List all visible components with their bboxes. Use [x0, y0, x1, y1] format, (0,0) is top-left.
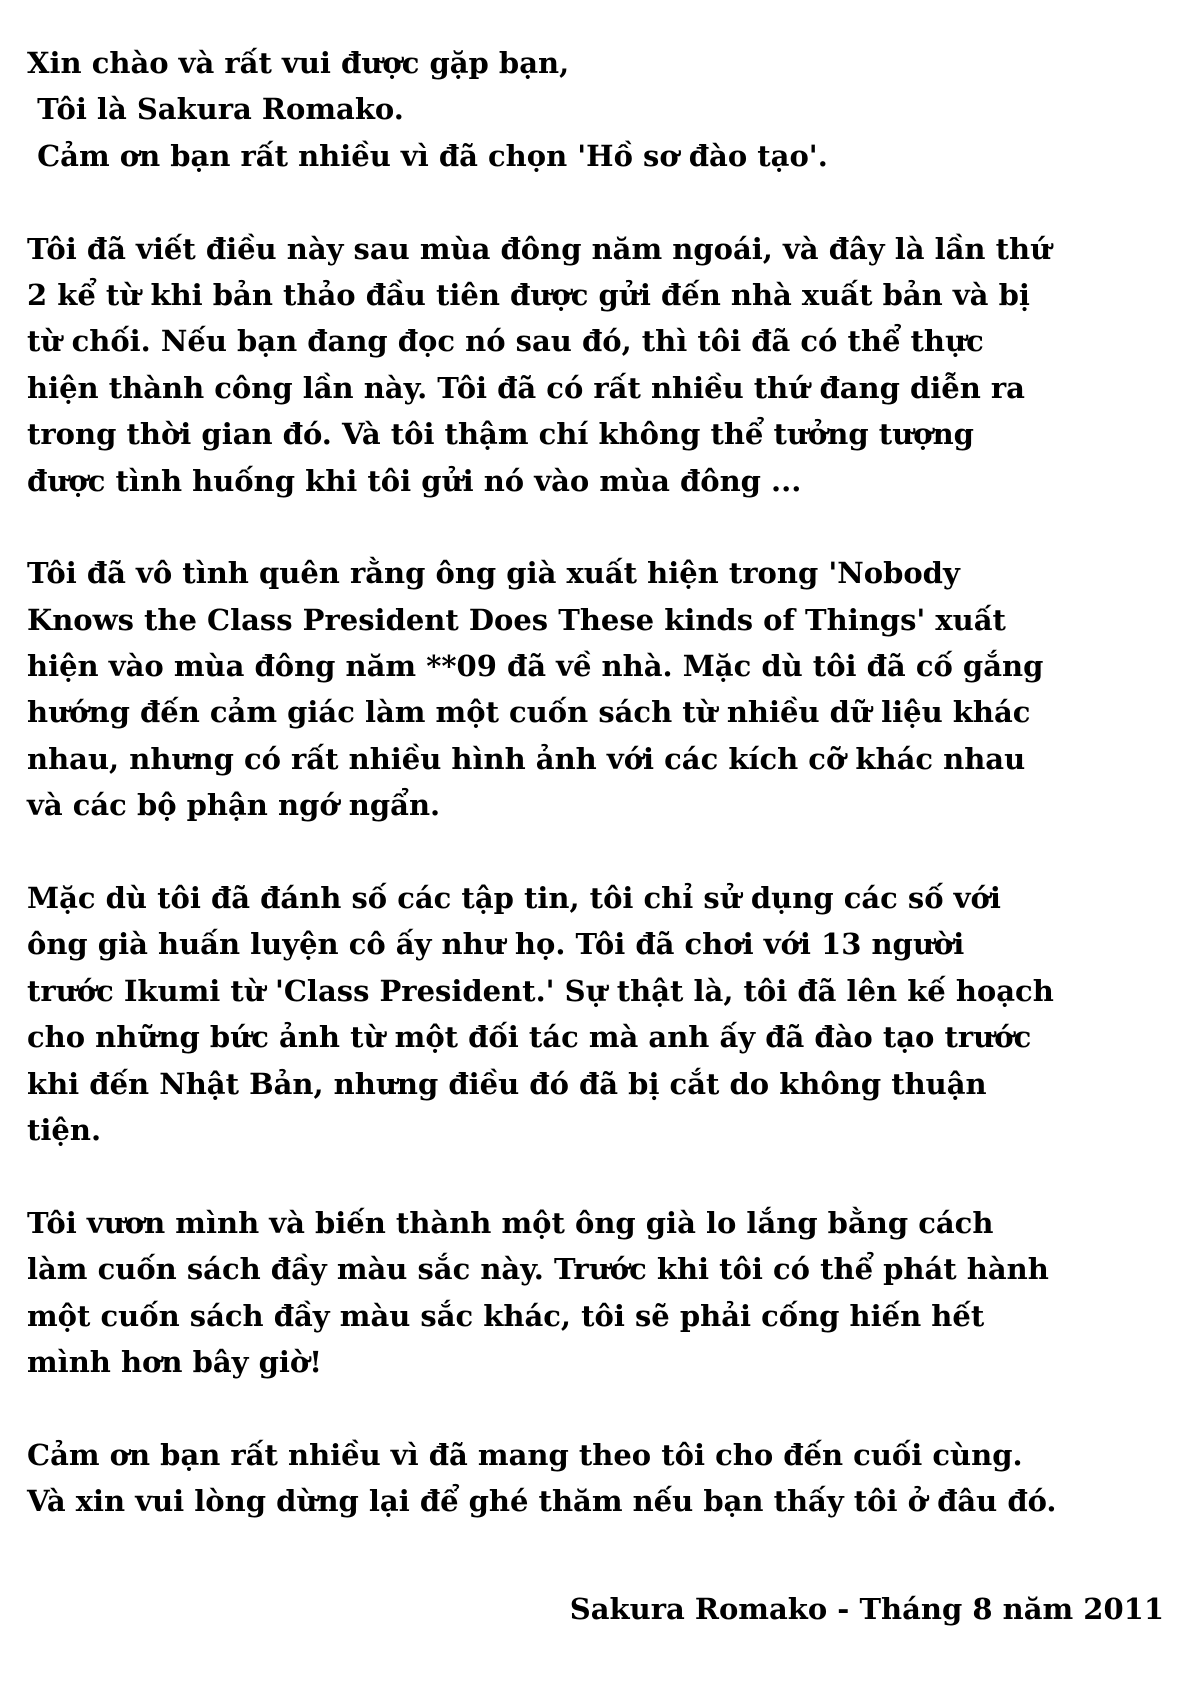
- paragraph-3: [27, 550, 1177, 828]
- text-line: một cuốn sách đầy màu sắc khác, tôi sẽ phải cống hiến hết: [27, 1298, 985, 1333]
- text-line: Và xin vui lòng dừng lại để ghé thăm nếu bạn thấy tôi ở đâu đó.: [27, 1484, 1057, 1519]
- text-line: Mặc dù tôi đã đánh số các tập tin, tôi chỉ sử dụng các số với: [27, 881, 1001, 916]
- text-line: làm cuốn sách đầy màu sắc này. Trước khi tôi có thể phát hành: [27, 1252, 1049, 1287]
- paragraph-gap: [27, 1153, 1177, 1199]
- text-line: Tôi vươn mình và biến thành một ông già lo lắng bằng cách: [27, 1205, 994, 1240]
- text-line: Xin chào và rất vui được gặp bạn,: [27, 46, 570, 80]
- text-line: trong thời gian đó. Và tôi thậm chí không thể tưởng tượng: [27, 417, 974, 452]
- paragraph-gap: [27, 1385, 1177, 1431]
- text-line: và các bộ phận ngớ ngẩn.: [27, 788, 441, 823]
- text-line: tiện.: [27, 1112, 102, 1147]
- text-line: Cảm ơn bạn rất nhiều vì đã chọn 'Hồ sơ đào tạo'.: [27, 138, 828, 173]
- signature: Sakura Romako - Tháng 8 năm 2011: [569, 1592, 1164, 1626]
- text-line: cho những bức ảnh từ một đối tác mà anh ấy đã đào tạo trước: [27, 1020, 1032, 1055]
- text-line: hiện vào mùa đông năm **09 đã về nhà. Mặc dù tôi đã cố gắng: [27, 649, 1044, 684]
- paragraph-2: [27, 226, 1177, 504]
- text-line: hiện thành công lần này. Tôi đã có rất nhiều thứ đang diễn ra: [27, 370, 1025, 405]
- text-line: Tôi là Sakura Romako.: [27, 92, 404, 127]
- text-line: Cảm ơn bạn rất nhiều vì đã mang theo tôi cho đến cuối cùng.: [27, 1437, 1023, 1472]
- text-line: mình hơn bây giờ!: [27, 1344, 322, 1379]
- text-line: nhau, nhưng có rất nhiều hình ảnh với các kích cỡ khác nhau: [27, 741, 1026, 776]
- text-line: Knows the Class President Does These kinds of Things' xuất: [27, 602, 1006, 637]
- text-line: khi đến Nhật Bản, nhưng điều đó đã bị cắt do không thuận: [27, 1066, 987, 1101]
- text-line: từ chối. Nếu bạn đang đọc nó sau đó, thì tôi đã có thể thực: [27, 324, 984, 359]
- paragraph-gap: [27, 829, 1177, 875]
- letter-body: [27, 40, 1177, 1525]
- paragraph-4: [27, 875, 1177, 1153]
- paragraph-5: [27, 1200, 1177, 1386]
- text-line: hướng đến cảm giác làm một cuốn sách từ nhiều dữ liệu khác: [27, 695, 1031, 730]
- text-line: Tôi đã vô tình quên rằng ông già xuất hiện trong 'Nobody: [27, 556, 960, 591]
- text-line: 2 kể từ khi bản thảo đầu tiên được gửi đến nhà xuất bản và bị: [27, 277, 1030, 312]
- text-line: trước Ikumi từ 'Class President.' Sự thật là, tôi đã lên kế hoạch: [27, 973, 1054, 1008]
- paragraph-greeting: [27, 40, 1177, 179]
- text-line: được tình huống khi tôi gửi nó vào mùa đông ...: [27, 463, 802, 498]
- text-line: ông già huấn luyện cô ấy như họ. Tôi đã chơi với 13 người: [27, 927, 965, 962]
- text-line: Tôi đã viết điều này sau mùa đông năm ngoái, và đây là lần thứ: [27, 231, 1052, 266]
- paragraph-closing: [27, 1432, 1177, 1525]
- paragraph-gap: [27, 504, 1177, 550]
- paragraph-gap: [27, 179, 1177, 225]
